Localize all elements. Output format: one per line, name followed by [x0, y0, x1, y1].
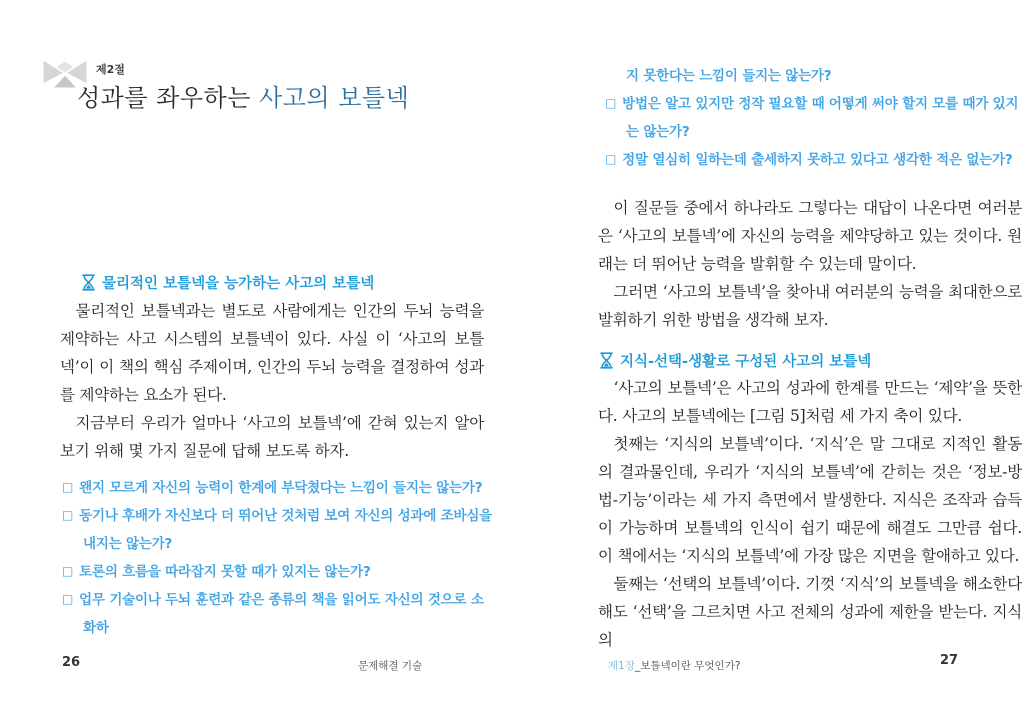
checklist-item [605, 90, 1024, 146]
checklist-left [62, 474, 496, 642]
checkbox-icon: □ [605, 96, 617, 110]
footer-book-title: 문제해결 기술 [358, 660, 423, 672]
checkbox-icon: □ [62, 564, 74, 578]
hourglass-icon [600, 352, 613, 369]
checkbox-icon: □ [62, 592, 74, 606]
checklist-item [62, 558, 496, 586]
footer-page-number-right: 27 [940, 653, 959, 668]
checklist-item-label: 동기나 후배가 자신보다 더 뛰어난 것처럼 보여 자신의 성과에 조바심을 내지는 않는가? [79, 508, 493, 552]
paragraph: 둘째는 ‘선택의 보틀넥’이다. 기껏 ‘지식’의 보틀넥을 해소한다 해도 ‘선택’을 그르치면 사고 전체의 성과에 제한을 받는다. 지식의 [598, 575, 1022, 649]
checklist-item [62, 586, 496, 642]
section-heading-label: 물리적인 보틀넥을 능가하는 사고의 보틀넥 [102, 276, 375, 292]
body-paragraphs-left [60, 297, 484, 465]
page-title-accent: 사고의 보틀넥 [259, 84, 410, 112]
checklist-item [62, 502, 496, 558]
paragraph: ‘사고의 보틀넥’은 사고의 성과에 한계를 만드는 ‘제약’을 뜻한다. 사고의 보틀넥에는 [그림 5]처럼 세 가지 축이 있다. [598, 379, 1022, 425]
footer-page-number-left: 26 [62, 655, 81, 670]
paragraph: 지금부터 우리가 얼마나 ‘사고의 보틀넥’에 갇혀 있는지 알아보기 위해 몇 가지 질문에 답해 보도록 하자. [60, 414, 484, 460]
checklist-item-label: 왠지 모르게 자신의 능력이 한계에 부닥쳤다는 느낌이 들지는 않는가? [79, 480, 483, 496]
section-heading-label: 지식-선택-생활로 구성된 사고의 보틀넥 [620, 354, 872, 370]
checklist-item-label: 정말 열심히 일하는데 출세하지 못하고 있다고 생각한 적은 없는가? [622, 152, 1013, 168]
paragraph: 첫째는 ‘지식의 보틀넥’이다. ‘지식’은 말 그대로 지적인 활동의 결과물인데, 우리가 ‘지식의 보틀넥’에 갇히는 것은 ‘정보-방법-기능’이라는 세 가지 측면에서 발생한다. 지식은 조작과 습득이 가능하며 보틀넥의 인식이 쉽기 때문에 해결도 그만큼 쉽다. 이 책에서는 ‘지식의 보틀넥’에 가장 많은 지면을 할애하고 있다. [598, 435, 1022, 565]
page-title-black: 성과를 좌우하는 [77, 84, 260, 112]
checklist-item [605, 146, 1024, 174]
body-paragraphs-right-bottom [598, 374, 1022, 654]
checklist-item-label: 방법은 알고 있지만 정작 필요할 때 어떻게 써야 할지 모를 때가 있지는 않는가? [622, 96, 1019, 140]
hourglass-icon [82, 274, 95, 291]
checkbox-icon: □ [605, 152, 617, 166]
section-heading-left [82, 272, 374, 293]
footer-chapter-label: 제1장 [608, 660, 635, 672]
body-paragraphs-right-top [598, 194, 1022, 334]
checklist-item [62, 474, 496, 502]
paragraph: 물리적인 보틀넥과는 별도로 사람에게는 인간의 두뇌 능력을 제약하는 사고 시스템의 보틀넥이 있다. 사실 이 ‘사고의 보틀넥’이 이 책의 핵심 주제이며, 인간의 두뇌 능력을 결정하여 성과를 제약하는 요소가 된다. [60, 302, 484, 404]
checklist-item-label: 토론의 흐름을 따라잡지 못할 때가 있지는 않는가? [79, 564, 371, 580]
footer-chapter-title: _보틀넥이란 무엇인가? [634, 660, 741, 672]
chapter-label: 제2절 [96, 63, 125, 76]
checkbox-icon: □ [62, 508, 74, 522]
paragraph: 이 질문들 중에서 하나라도 그렇다는 대답이 나온다면 여러분은 ‘사고의 보틀넥’에 자신의 능력을 제약당하고 있는 것이다. 원래는 더 뛰어난 능력을 발휘할 수 있는데 말이다. [598, 199, 1022, 273]
checklist-item-label: 업무 기술이나 두뇌 훈련과 같은 종류의 책을 읽어도 자신의 것으로 소화하 [79, 592, 484, 636]
footer-chapter [608, 658, 740, 673]
page-title [77, 78, 409, 113]
section-heading-right [600, 350, 871, 371]
checklist-right [605, 90, 1024, 174]
checklist-continuation: 지 못한다는 느낌이 들지는 않는가? [626, 68, 832, 84]
checkbox-icon: □ [62, 480, 74, 494]
paragraph: 그러면 ‘사고의 보틀넥’을 찾아내 여러분의 능력을 최대한으로 발휘하기 위한 방법을 생각해 보자. [598, 283, 1022, 329]
